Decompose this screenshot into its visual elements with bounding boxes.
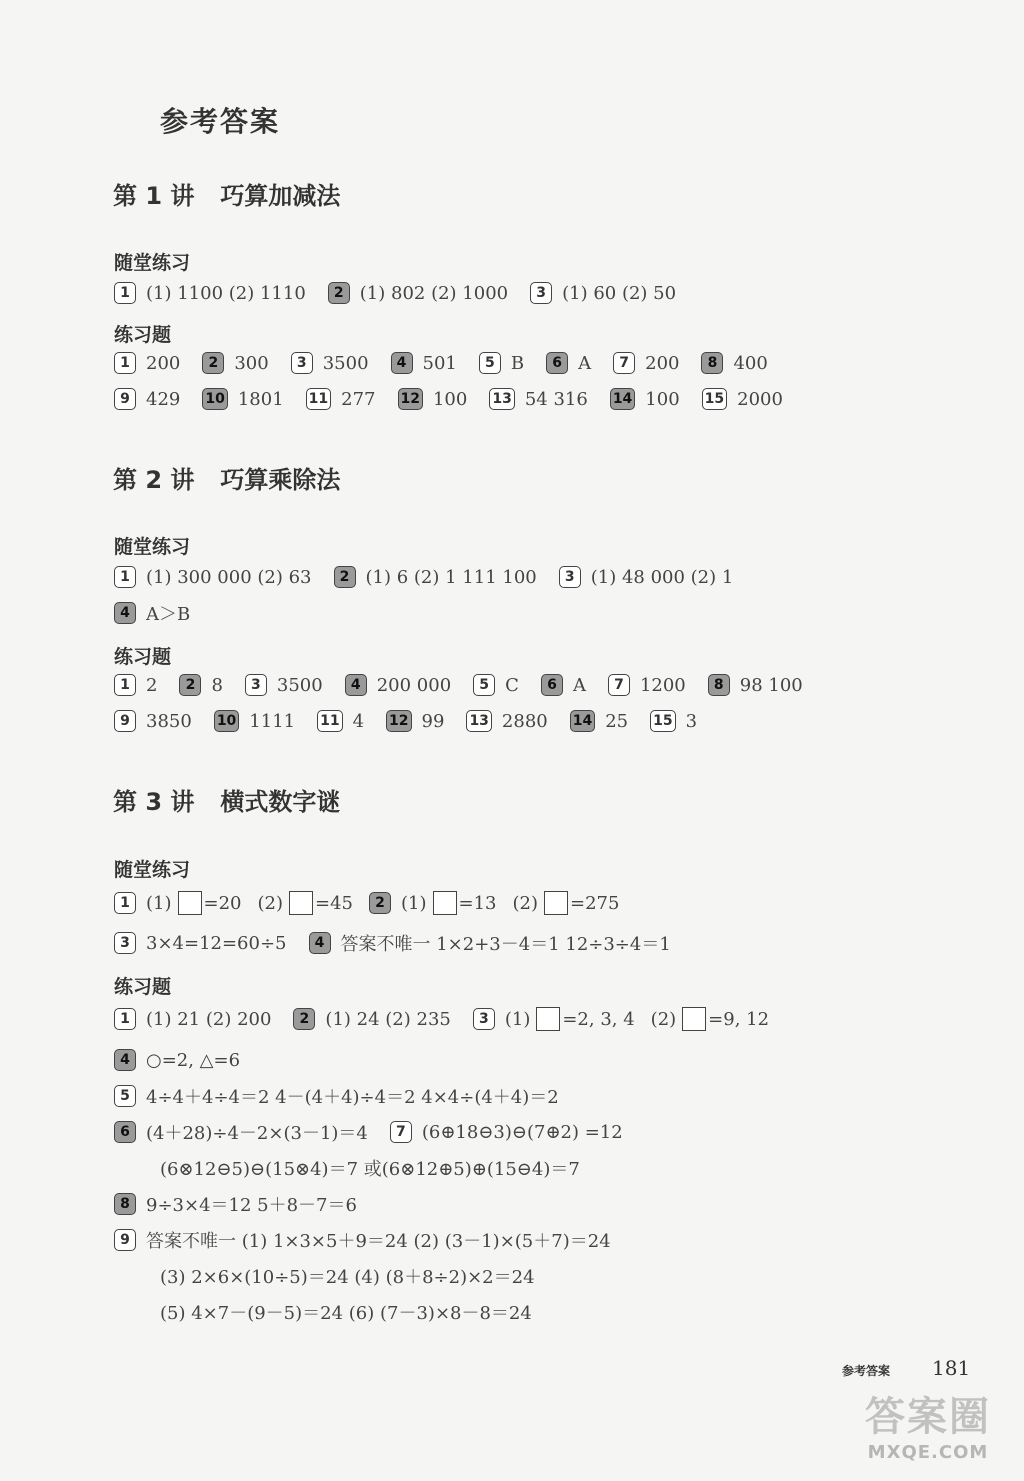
answer-item <box>546 352 591 374</box>
answer-text: 100 <box>432 388 468 410</box>
question-number-badge: 8 <box>114 1193 136 1215</box>
question-number-badge: 9 <box>114 710 136 732</box>
answer-text: 9÷3×4＝12 5＋8－7＝6 <box>146 1195 357 1216</box>
answer-item <box>701 352 767 374</box>
answer-item <box>114 352 180 374</box>
answer-text: 501 <box>422 352 457 374</box>
answer-text: 答案不唯一 (1) 1×3×5＋9＝24 (2) (3－1)×(5＋7)＝24 <box>146 1231 611 1252</box>
question-number-badge: 2 <box>293 1008 315 1030</box>
watermark-logo <box>848 1385 1008 1475</box>
answer-item <box>214 710 295 732</box>
question-number-badge: 11 <box>306 388 331 410</box>
answer-item <box>489 388 587 410</box>
question-number-badge: 5 <box>114 1085 136 1107</box>
answer-text: 1111 <box>249 710 296 732</box>
lecture1-exercise-row-1 <box>114 348 790 378</box>
answer-text: 答案不唯一 1×2+3－4＝1 12÷3÷4＝1 <box>340 934 671 955</box>
blank-box-icon <box>544 891 568 915</box>
answer-text: 400 <box>733 352 768 374</box>
lecture3-exercise-row-5 <box>114 1081 581 1111</box>
lecture3-exercise-row-4 <box>114 1045 262 1075</box>
lecture2-class-label: 随堂练习 <box>114 536 191 558</box>
answer-text: (4＋28)÷4－2×(3－1)＝4 <box>146 1123 368 1144</box>
question-number-badge: 15 <box>702 388 727 410</box>
question-number-badge: 15 <box>650 710 675 732</box>
question-number-badge: 7 <box>390 1121 412 1143</box>
answer-text: A＞B <box>146 604 191 625</box>
answer-text: 98 100 <box>739 674 803 696</box>
lecture2-exercise-row-1 <box>114 670 825 700</box>
answer-text: 54 316 <box>524 388 588 410</box>
answer-text: 3500 <box>322 352 369 374</box>
answer-item <box>391 352 457 374</box>
answer-item <box>473 674 519 696</box>
blank-box-icon <box>178 891 202 915</box>
answer-text: 300 <box>234 352 269 374</box>
question-number-badge: 1 <box>114 352 136 374</box>
answer-text: 99 <box>421 710 445 732</box>
answer-text: A <box>578 352 592 374</box>
question-number-badge: 2 <box>202 352 224 374</box>
question-number-badge: 4 <box>114 602 136 624</box>
answer-text: (1) 6 (2) 1 111 100 <box>365 566 537 588</box>
answer-item <box>114 1191 357 1217</box>
answer-item <box>390 1121 623 1143</box>
question-number-badge: 5 <box>479 352 501 374</box>
answer-text: (1) 1100 (2) 1110 <box>146 282 306 304</box>
lecture3-exercise-row-1 <box>114 1004 791 1034</box>
question-number-badge: 4 <box>309 932 331 954</box>
answer-item <box>114 282 306 304</box>
lecture3-exercise-row-9 <box>114 1225 633 1255</box>
answer-text: 100 <box>645 388 680 410</box>
lecture3-exercise-row-6-cont: (6⊗12⊖5)⊖(15⊗4)＝7 或(6⊗12⊕5)⊕(15⊖4)＝7 <box>160 1159 580 1180</box>
lecture2-title <box>113 460 340 495</box>
lecture3-class-row-2 <box>114 928 693 958</box>
answer-part-label: (2) <box>650 1008 677 1030</box>
answer-value: =20 <box>203 892 242 914</box>
watermark-logo-text: 答案圈 <box>865 1394 991 1440</box>
answer-text: 4÷4＋4÷4＝2 4－(4＋4)÷4＝2 4×4÷(4＋4)＝2 <box>146 1087 559 1108</box>
answer-text: ○=2, △=6 <box>146 1049 241 1071</box>
lecture1-title <box>113 176 340 211</box>
answer-item <box>369 891 619 915</box>
page-title: 参考答案 <box>160 105 281 138</box>
question-number-badge: 2 <box>179 674 201 696</box>
question-number-badge: 12 <box>398 388 423 410</box>
answer-item <box>317 710 364 732</box>
answer-text: 2880 <box>501 710 548 732</box>
question-number-badge: 10 <box>214 710 239 732</box>
answer-item <box>398 388 468 410</box>
answer-item <box>386 710 444 732</box>
answer-item <box>114 566 312 588</box>
answer-text: 1200 <box>639 674 686 696</box>
answer-item <box>114 1083 559 1109</box>
question-number-badge: 7 <box>613 352 635 374</box>
question-number-badge: 11 <box>317 710 342 732</box>
answer-value: =45 <box>315 892 353 914</box>
lecture3-name: 横式数字谜 <box>220 788 341 816</box>
answer-item <box>202 388 283 410</box>
answer-item <box>114 932 287 954</box>
answer-item <box>114 1227 611 1253</box>
answer-item <box>608 674 686 696</box>
question-number-badge: 3 <box>245 674 267 696</box>
answer-item <box>309 930 671 956</box>
answer-item <box>541 674 586 696</box>
lecture2-class-row-2 <box>114 598 212 628</box>
answer-part-label: (1) <box>146 892 172 914</box>
answer-item <box>293 1008 450 1030</box>
question-number-badge: 14 <box>570 710 595 732</box>
question-number-badge: 2 <box>328 282 350 304</box>
blank-box-icon <box>289 891 313 915</box>
lecture3-exercise-row-8 <box>114 1189 379 1219</box>
answer-text: 8 <box>211 674 223 696</box>
answer-item <box>202 352 268 374</box>
question-number-badge: 14 <box>610 388 635 410</box>
answer-text: (6⊕18⊖3)⊖(7⊕2) =12 <box>421 1121 623 1143</box>
question-number-badge: 1 <box>114 1008 136 1030</box>
answer-part-label: (2) <box>257 892 283 914</box>
answer-text: 25 <box>605 710 629 732</box>
blank-box-icon <box>682 1007 706 1031</box>
question-number-badge: 10 <box>202 388 227 410</box>
page-number: 181 <box>932 1356 971 1380</box>
answer-value: =9, 12 <box>708 1008 770 1030</box>
question-number-badge: 9 <box>114 1229 136 1251</box>
lecture3-title <box>113 782 340 817</box>
question-number-badge: 3 <box>530 282 552 304</box>
lecture2-exercise-row-2 <box>114 706 719 736</box>
lecture2-name: 巧算乘除法 <box>220 466 341 494</box>
answer-item <box>245 674 323 696</box>
answer-item <box>708 674 803 696</box>
question-number-badge: 3 <box>114 932 136 954</box>
answer-item <box>650 710 697 732</box>
answer-text: (1) 60 (2) 50 <box>562 282 677 304</box>
answer-item <box>114 1049 240 1071</box>
blank-box-icon <box>536 1007 560 1031</box>
answer-item <box>334 566 537 588</box>
answer-item <box>610 388 680 410</box>
lecture3-class-row-1 <box>114 888 635 918</box>
question-number-badge: 3 <box>559 566 581 588</box>
answer-value: =13 <box>458 892 497 914</box>
lecture1-class-row <box>114 278 698 308</box>
answer-text: 3×4=12=60÷5 <box>146 932 287 954</box>
lecture3-exercise-row-9-cont-2: (5) 4×7－(9－5)＝24 (6) (7－3)×8－8＝24 <box>160 1303 532 1324</box>
question-number-badge: 8 <box>708 674 730 696</box>
question-number-badge: 6 <box>541 674 563 696</box>
answer-item <box>702 388 783 410</box>
lecture2-class-row <box>114 562 755 592</box>
question-number-badge: 3 <box>473 1008 495 1030</box>
lecture3-exercise-row-9-cont-1: (3) 2×6×(10÷5)＝24 (4) (8＋8÷2)×2＝24 <box>160 1267 535 1288</box>
question-number-badge: 4 <box>114 1049 136 1071</box>
answer-text: (1) 21 (2) 200 <box>146 1008 272 1030</box>
lecture2-exercise-label: 练习题 <box>114 646 172 668</box>
answer-text: 2000 <box>737 388 783 410</box>
question-number-badge: 4 <box>391 352 413 374</box>
lecture1-number: 第 1 讲 <box>113 182 195 210</box>
answer-text: (1) 24 (2) 235 <box>325 1008 451 1030</box>
answer-item <box>530 282 676 304</box>
answer-item <box>559 566 734 588</box>
answer-item <box>114 1008 271 1030</box>
answer-text: 3850 <box>146 710 192 732</box>
question-number-badge: 1 <box>114 892 136 914</box>
question-number-badge: 7 <box>608 674 630 696</box>
lecture1-exercise-label: 练习题 <box>114 324 172 346</box>
answer-text: 3500 <box>276 674 323 696</box>
lecture3-exercise-label: 练习题 <box>114 976 172 998</box>
answer-item <box>473 1007 769 1031</box>
question-number-badge: 1 <box>114 566 136 588</box>
lecture1-name: 巧算加减法 <box>220 182 341 210</box>
answer-text: (1) 802 (2) 1000 <box>359 282 509 304</box>
answer-text: (1) 48 000 (2) 1 <box>590 566 734 588</box>
watermark-url: MXQE.COM <box>867 1442 989 1463</box>
answer-item <box>114 1119 368 1145</box>
question-number-badge: 6 <box>546 352 568 374</box>
answer-part-label: (1) <box>401 892 427 914</box>
answer-item <box>466 710 547 732</box>
lecture3-exercise-row-6 <box>114 1117 645 1147</box>
answer-item <box>570 710 628 732</box>
footer-section-label: 参考答案 <box>842 1364 891 1378</box>
answer-item <box>114 388 180 410</box>
blank-box-icon <box>433 891 457 915</box>
answer-item <box>328 282 508 304</box>
question-number-badge: 8 <box>701 352 723 374</box>
answer-item <box>291 352 369 374</box>
answer-item <box>114 600 190 626</box>
question-number-badge: 4 <box>345 674 367 696</box>
answer-value: =2, 3, 4 <box>562 1008 635 1030</box>
answer-item <box>114 891 353 915</box>
lecture1-exercise-row-2 <box>114 384 805 414</box>
question-number-badge: 2 <box>369 892 391 914</box>
answer-text: 4 <box>352 710 365 732</box>
answer-value: =275 <box>570 892 620 914</box>
lecture1-class-label: 随堂练习 <box>114 252 191 274</box>
answer-item <box>114 674 157 696</box>
answer-text: 1801 <box>237 388 284 410</box>
answer-part-label: (2) <box>512 892 538 914</box>
answer-item <box>479 352 524 374</box>
answer-text: 429 <box>146 388 181 410</box>
question-number-badge: 5 <box>473 674 495 696</box>
answer-item <box>114 710 192 732</box>
answer-text: (1) 300 000 (2) 63 <box>146 566 312 588</box>
answer-text: B <box>510 352 525 374</box>
answer-item <box>179 674 222 696</box>
question-number-badge: 1 <box>114 282 136 304</box>
answer-text: 3 <box>685 710 698 732</box>
question-number-badge: 13 <box>466 710 491 732</box>
answer-text: 200 000 <box>376 674 452 696</box>
lecture3-class-label: 随堂练习 <box>114 859 191 881</box>
answer-text: 2 <box>146 674 158 696</box>
answer-text: C <box>505 674 519 696</box>
answer-text: 277 <box>341 388 376 410</box>
question-number-badge: 13 <box>489 388 514 410</box>
lecture2-number: 第 2 讲 <box>113 466 195 494</box>
answer-item <box>345 674 451 696</box>
question-number-badge: 3 <box>291 352 313 374</box>
question-number-badge: 1 <box>114 674 136 696</box>
question-number-badge: 6 <box>114 1121 136 1143</box>
answer-text: A <box>572 674 586 696</box>
answer-part-label: (1) <box>504 1008 531 1030</box>
question-number-badge: 12 <box>386 710 411 732</box>
question-number-badge: 9 <box>114 388 136 410</box>
answer-text: 200 <box>146 352 181 374</box>
lecture3-number: 第 3 讲 <box>113 788 195 816</box>
answer-item <box>306 388 376 410</box>
answer-item <box>613 352 679 374</box>
question-number-badge: 2 <box>334 566 356 588</box>
answer-text: 200 <box>645 352 680 374</box>
